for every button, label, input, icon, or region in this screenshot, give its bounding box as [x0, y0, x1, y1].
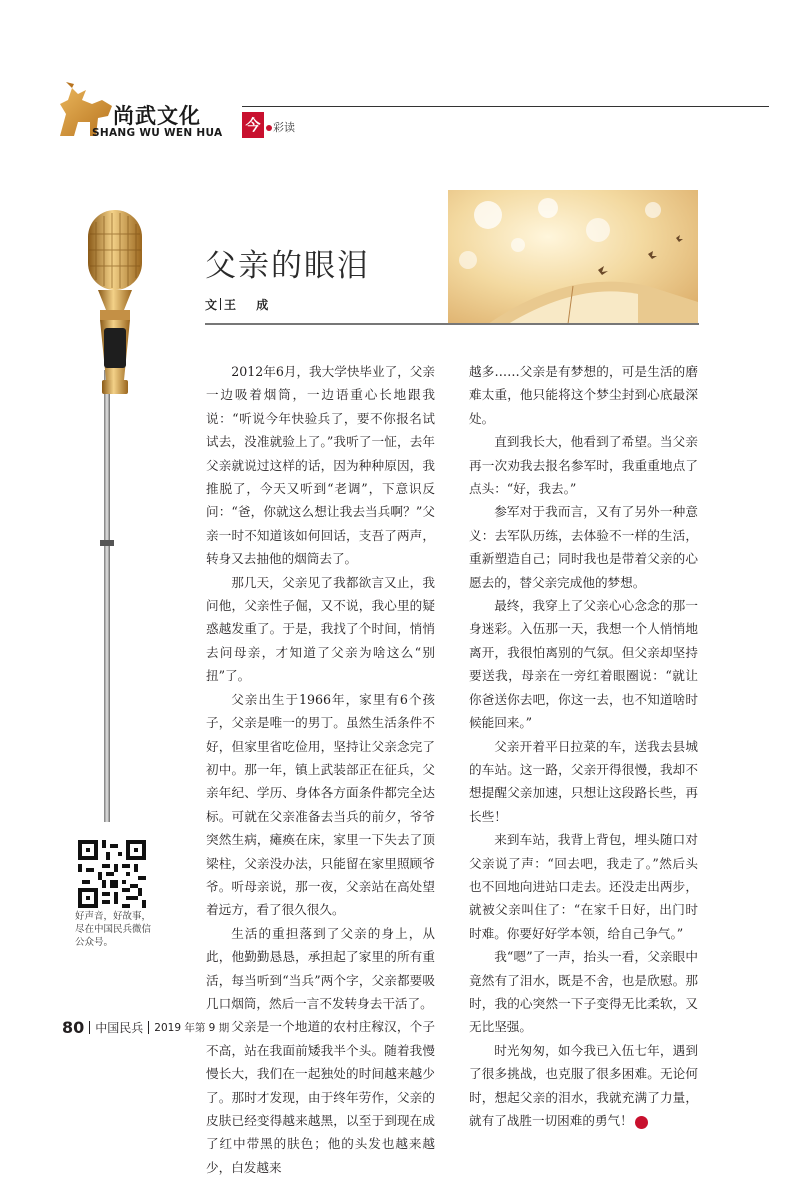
microphone-illustration	[78, 210, 158, 822]
column-name: 彩读	[273, 121, 295, 134]
page-footer	[62, 1018, 229, 1037]
header-rule	[242, 106, 769, 107]
column-dot	[266, 125, 272, 131]
title-rule	[205, 323, 699, 325]
paragraph: 父亲出生于1966年，家里有6个孩子，父亲是唯一的男丁。虽然生活条件不好，但家里省吃俭用，坚持让父亲念完了初中。那一年，镇上武装部正在征兵，父亲年纪、学历、身体各方面条件都完全达标。可就在父亲准备去当兵的前夕，爷爷突然生病，瘫痪在床，家里一下失去了顶梁柱，父亲没办法，只能留在家里照顾爷爷。听母亲说，那一夜，父亲站在高处望着远方，看了很久很久。	[206, 691, 435, 918]
byline-label: 文	[205, 298, 218, 312]
paragraph: 那几天，父亲见了我都欲言又止，我问他，父亲性子倔，又不说，我心里的疑惑越发重了。于是，我找了个时间，悄悄去问母亲，才知道了父亲为啥这么“别扭”了。	[206, 574, 435, 684]
paragraph: 来到车站，我背上背包，埋头随口对父亲说了声：“回去吧，我走了。”然后头也不回地向进站口走去。还没走出两步，就被父亲叫住了：“在家千日好，出门时时难。你要好好学本领，给自己争气。”	[469, 832, 698, 941]
title-banner-image	[448, 190, 698, 324]
paragraph: 父亲开着平日拉菜的车，送我去县城的车站。这一路，父亲开得很慢，我却不想提醒父亲加速，只想让这段路长些，再长些！	[469, 738, 698, 824]
article-title: 父亲的眼泪	[205, 248, 370, 284]
paragraph: 参军对于我而言，又有了另外一种意义：去军队历练，去体验不一样的生活，重新塑造自己；同时我也是带着父亲的心愿去的，替父亲完成他的梦想。	[469, 504, 698, 590]
paragraph: 直到我长大，他看到了希望。当父亲再一次劝我去报名参军时，我重重地点了点头：“好，我去。”	[469, 434, 698, 497]
paragraph: 生活的重担落到了父亲的身上，从此，他勤勤恳恳，承担起了家里的所有重活，每当听到“当兵”两个字，父亲都要吸几口烟筒，然后一言不发转身去干活了。	[206, 925, 435, 1011]
paragraph-text: 时光匆匆，如今我已入伍七年，遇到了很多挑战，也克服了很多困难。无论何时，想起父亲的泪水，我就充满了力量，就有了战胜一切困难的勇气！	[469, 1042, 698, 1128]
publication-name: 中国民兵	[95, 1021, 144, 1035]
qr-caption: 好声音，好故事，尽在中国民兵微信公众号。	[75, 911, 152, 948]
last-paragraph	[469, 1039, 698, 1133]
footer-separator	[89, 1021, 90, 1034]
article-column-left	[206, 360, 435, 1179]
paragraph: 越多……父亲是有梦想的，可是生活的磨难太重，他只能将这个梦尘封到心底最深处。	[469, 364, 698, 426]
paragraph: 我“嗯”了一声，抬头一看，父亲眼中竟然有了泪水，既是不舍，也是欣慰。那时，我的心突然一下子变得无比柔软，又无比坚强。	[469, 949, 698, 1035]
author-name: 王 成	[224, 298, 277, 312]
qr-code[interactable]	[78, 840, 146, 908]
brand-title: 尚武文化	[113, 104, 201, 128]
article-column-right	[469, 360, 698, 1132]
end-mark-icon: U	[635, 1116, 648, 1129]
byline-separator	[220, 298, 221, 310]
paragraph: 最终，我穿上了父亲心心念念的那一身迷彩。入伍那一天，我想一个人悄悄地离开，我很怕离别的气氛。但父亲却坚持要送我，母亲在一旁红着眼圈说：“就让你爸送你去吧，你这一去，也不知道啥时候能回来。”	[469, 598, 698, 731]
issue-info: 2019 年第 9 期	[154, 1022, 230, 1034]
page-number: 80	[62, 1018, 85, 1037]
brand-subtitle: SHANG WU WEN HUA	[92, 127, 223, 139]
footer-separator	[148, 1021, 149, 1034]
paragraph: 2012年6月，我大学快毕业了，父亲一边吸着烟筒，一边语重心长地跟我说：“听说今年快验兵了，要不你报名试试去，没准就验上了。”我听了一怔，去年父亲就说过这样的话，因为种种原因，我推脱了，今天又听到“老调”，下意识反问：“爸，你就这么想让我去当兵啊？”父亲一时不知道该如何回话，支吾了两声，转身又去抽他的烟筒去了。	[206, 364, 435, 567]
byline	[205, 296, 276, 313]
column-badge: 今	[242, 112, 264, 138]
paragraph: 父亲是一个地道的农村庄稼汉，个子不高，站在我面前矮我半个头。随着我慢慢长大，我们在一起独处的时间越来越少了。那时才发现，由于终年劳作，父亲的皮肤已经变得越来越黑，以至于到现在成了红中带黑的肤色；他的头发也越来越少，白发越来	[206, 1019, 435, 1175]
